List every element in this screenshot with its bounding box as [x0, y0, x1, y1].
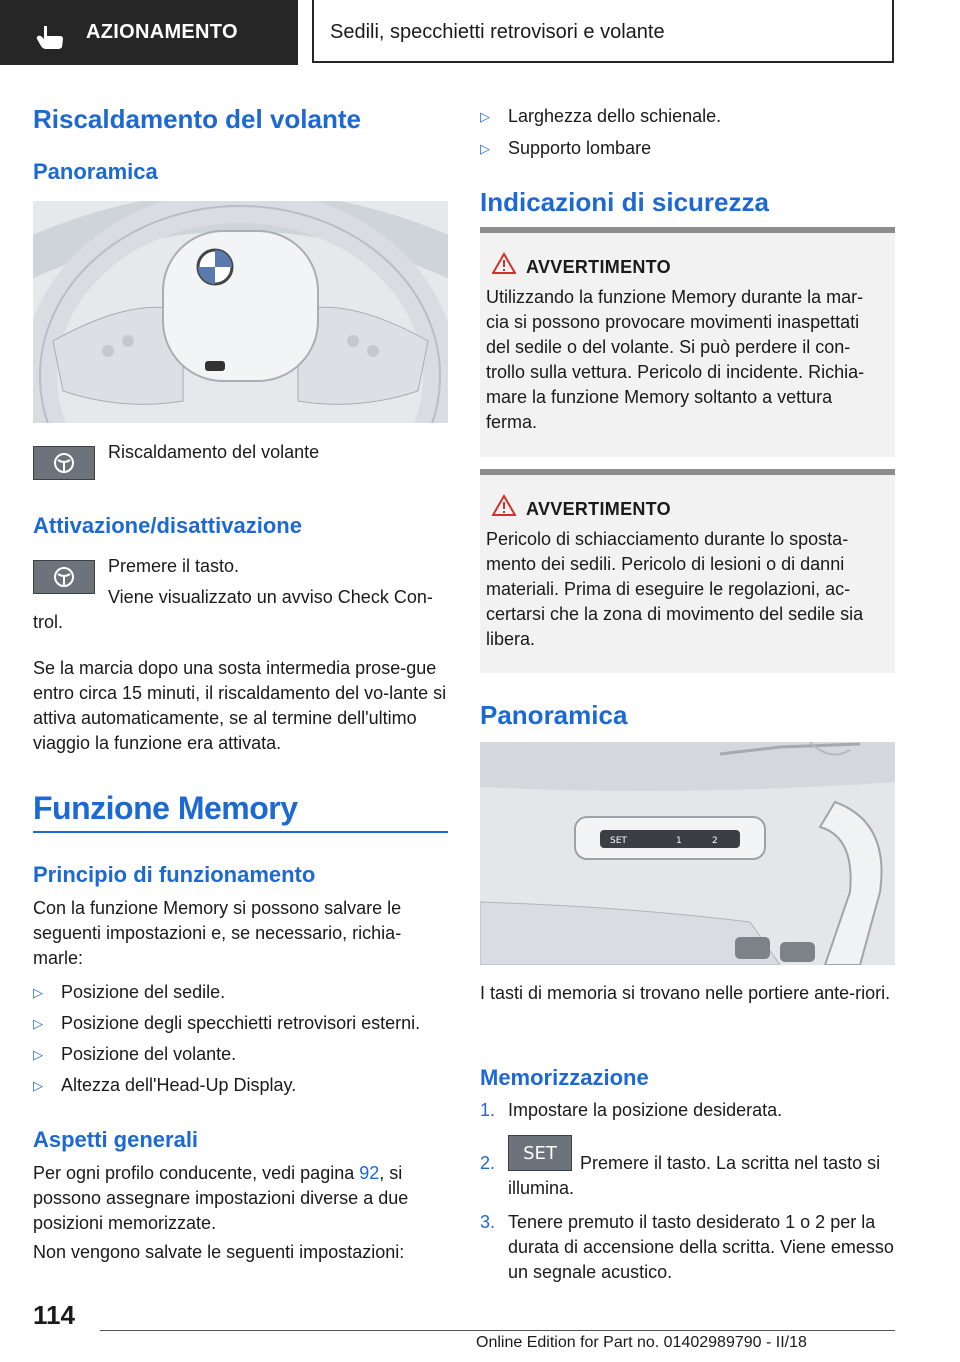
step-item: 3. Tenere premuto il tasto desiderato 1 o 2 per la durata di accensione della scritta. Viene emesso un segnale acustico. — [480, 1212, 894, 1282]
svg-text:2: 2 — [712, 836, 718, 846]
bullet-triangle-icon: ▷ — [480, 109, 490, 124]
svg-text:1: 1 — [676, 836, 682, 846]
heading-memory-function: Funzione Memory — [33, 790, 298, 826]
bullet-triangle-icon: ▷ — [33, 1047, 43, 1062]
subheading-general: Aspetti generali — [33, 1127, 199, 1152]
chapter-label: Sedili, specchietti retrovisori e volante — [330, 21, 665, 43]
heading-safety: Indicazioni di sicurezza — [480, 187, 769, 217]
svg-text:SET: SET — [610, 836, 627, 846]
heading-steering-heating: Riscaldamento del volante — [33, 104, 361, 134]
list-item: ▷ Posizione degli specchietti retrovisori esterni. — [33, 1011, 420, 1036]
resume-paragraph: Se la marcia dopo una sosta intermedia prose-gue entro circa 15 minuti, il riscaldamento del vo-lante si attiva automaticamente, se al termine dell'ultimo viaggio la funzione era attivata. — [33, 658, 447, 753]
list-item: ▷ Posizione del volante. — [33, 1042, 236, 1067]
general-paragraph: Per ogni profilo conducente, vedi pagina 92, si possono assegnare impostazioni diverse a due posizioni memorizzate. — [33, 1163, 409, 1233]
page-link[interactable]: 92 — [359, 1163, 380, 1183]
list-item: ▷ Posizione del sedile. — [33, 980, 225, 1005]
step-item: 1. Impostare la posizione desiderata. — [480, 1100, 783, 1120]
bullet-triangle-icon: ▷ — [33, 1016, 43, 1031]
steering-wheel-icon — [33, 201, 448, 423]
edition-footer: Online Edition for Part no. 01402989790 - II/18 — [476, 1334, 807, 1351]
warning-body: Pericolo di schiacciamento durante lo sposta-mento dei sedili. Pericolo di lesioni o di danni materiali. Prima di eseguire le regolazioni, ac-certarsi che la zona di movimento del sedile sia libera. — [486, 529, 864, 649]
warning-title: AVVERTIMENTO — [526, 257, 671, 277]
page-number: 114 — [33, 1300, 75, 1330]
check-control-text: Viene visualizzato un avviso Check Con-trol. — [33, 587, 433, 632]
subheading-overview: Panoramica — [33, 159, 158, 184]
door-memory-buttons-illustration — [480, 742, 895, 965]
warning-title: AVVERTIMENTO — [526, 499, 671, 519]
hand-pointer-icon — [36, 24, 64, 50]
warning-box-1 — [480, 227, 895, 457]
door-caption: I tasti di memoria si trovano nelle portiere ante-riori. — [480, 983, 891, 1003]
not-saved-text: Non vengono salvate le seguenti impostazioni: — [33, 1242, 405, 1262]
list-item: ▷ Larghezza dello schienale. — [480, 104, 721, 129]
press-key-text: Premere il tasto. — [108, 556, 240, 576]
principle-paragraph: Con la funzione Memory si possono salvare le seguenti impostazioni e, se necessario, richia-marle: — [33, 898, 402, 968]
key-caption: Riscaldamento del volante — [108, 442, 320, 462]
chapter-tab — [312, 0, 894, 63]
subheading-principle: Principio di funzionamento — [33, 862, 316, 887]
heated-steering-wheel-icon — [49, 451, 79, 475]
list-item: ▷ Supporto lombare — [480, 136, 651, 161]
heading-rule — [33, 831, 448, 833]
bullet-triangle-icon: ▷ — [33, 985, 43, 1000]
subheading-activation: Attivazione/disattivazione — [33, 513, 302, 538]
steering-wheel-illustration — [33, 201, 448, 423]
bullet-triangle-icon: ▷ — [480, 141, 490, 156]
footer-rule — [100, 1330, 895, 1331]
warning-body: Utilizzando la funzione Memory durante la mar-cia si possono provocare movimenti inaspettati del sedile o del volante. Si può perdere il con-trollo sulla vettura. Pericolo di incidente. Richia-mare la funzione Memory soltanto a vettura ferma. — [486, 287, 865, 432]
steering-heating-key — [33, 446, 95, 480]
list-item: ▷ Altezza dell'Head-Up Display. — [33, 1073, 296, 1098]
step-item: 2. SET Premere il tasto. La scritta nel tasto si illumina. — [480, 1151, 895, 1206]
set-key: SET — [508, 1135, 572, 1171]
warning-box-2 — [480, 469, 895, 673]
warning-triangle-icon — [492, 252, 516, 274]
subheading-storing: Memorizzazione — [480, 1065, 649, 1090]
door-panel-icon — [480, 742, 895, 965]
bullet-triangle-icon: ▷ — [33, 1078, 43, 1093]
section-tab — [0, 0, 298, 65]
warning-triangle-icon — [492, 494, 516, 516]
section-label: AZIONAMENTO — [86, 21, 238, 43]
heading-overview: Panoramica — [480, 700, 628, 730]
